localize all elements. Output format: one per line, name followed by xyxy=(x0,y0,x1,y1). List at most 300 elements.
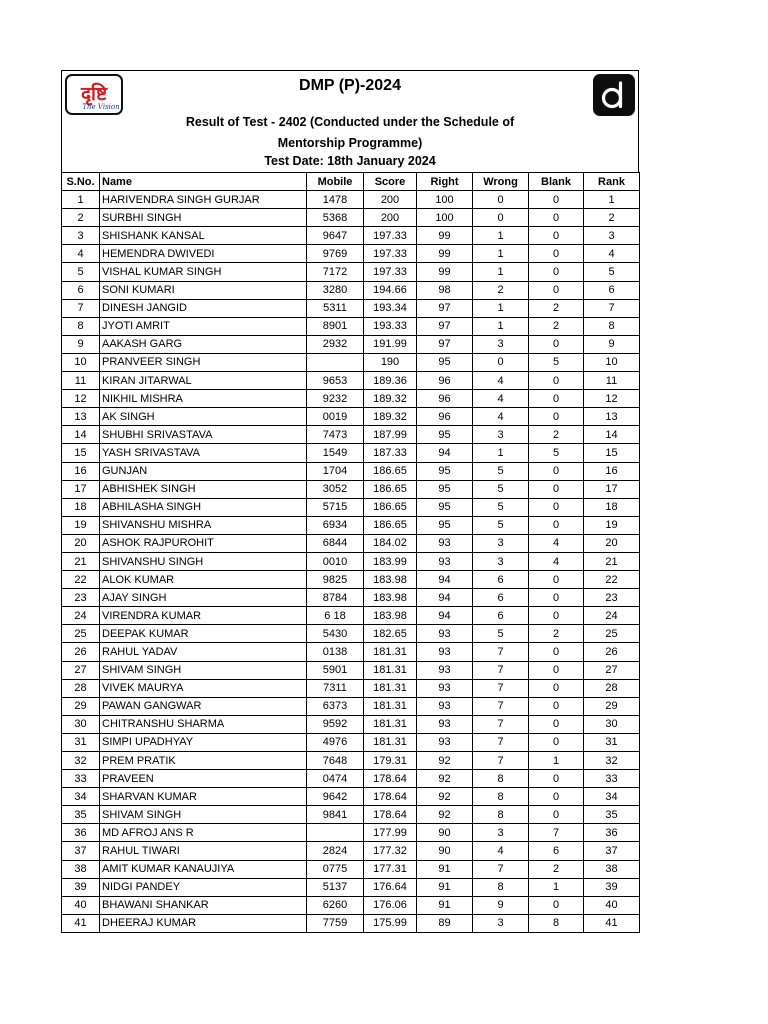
cell-right: 93 xyxy=(417,715,473,733)
cell-right: 93 xyxy=(417,733,473,751)
cell-right: 95 xyxy=(417,353,473,371)
cell-sno: 3 xyxy=(62,227,100,245)
result-sheet xyxy=(61,70,639,933)
cell-score: 181.31 xyxy=(364,679,417,697)
cell-wrong: 7 xyxy=(473,733,529,751)
table-row xyxy=(62,715,640,733)
cell-right: 93 xyxy=(417,679,473,697)
cell-wrong: 8 xyxy=(473,788,529,806)
col-header-blank: Blank xyxy=(529,173,584,191)
cell-sno: 30 xyxy=(62,715,100,733)
cell-rank: 17 xyxy=(584,480,640,498)
cell-blank: 0 xyxy=(529,571,584,589)
cell-rank: 1 xyxy=(584,191,640,209)
cell-mobile: 9653 xyxy=(307,372,364,390)
cell-rank: 18 xyxy=(584,498,640,516)
cell-wrong: 3 xyxy=(473,335,529,353)
cell-sno: 8 xyxy=(62,317,100,335)
cell-name: AK SINGH xyxy=(100,408,307,426)
table-row xyxy=(62,571,640,589)
table-row xyxy=(62,245,640,263)
cell-name: JYOTI AMRIT xyxy=(100,317,307,335)
cell-sno: 22 xyxy=(62,571,100,589)
table-row xyxy=(62,209,640,227)
cell-sno: 39 xyxy=(62,878,100,896)
cell-rank: 3 xyxy=(584,227,640,245)
cell-score: 183.98 xyxy=(364,571,417,589)
cell-mobile xyxy=(307,353,364,371)
cell-sno: 26 xyxy=(62,643,100,661)
cell-wrong: 4 xyxy=(473,390,529,408)
table-row xyxy=(62,426,640,444)
cell-score: 191.99 xyxy=(364,335,417,353)
table-row xyxy=(62,806,640,824)
cell-right: 99 xyxy=(417,263,473,281)
table-row xyxy=(62,299,640,317)
cell-sno: 40 xyxy=(62,896,100,914)
cell-score: 183.99 xyxy=(364,552,417,570)
cell-name: KIRAN JITARWAL xyxy=(100,372,307,390)
cell-rank: 28 xyxy=(584,679,640,697)
cell-rank: 38 xyxy=(584,860,640,878)
table-row xyxy=(62,625,640,643)
cell-right: 92 xyxy=(417,752,473,770)
cell-score: 200 xyxy=(364,209,417,227)
cell-mobile: 0775 xyxy=(307,860,364,878)
table-row xyxy=(62,824,640,842)
cell-name: NIDGI PANDEY xyxy=(100,878,307,896)
cell-score: 176.06 xyxy=(364,896,417,914)
cell-wrong: 3 xyxy=(473,534,529,552)
table-row xyxy=(62,263,640,281)
cell-right: 98 xyxy=(417,281,473,299)
sheet-header xyxy=(61,70,639,172)
cell-score: 189.32 xyxy=(364,408,417,426)
cell-mobile: 4976 xyxy=(307,733,364,751)
cell-wrong: 4 xyxy=(473,842,529,860)
cell-score: 184.02 xyxy=(364,534,417,552)
cell-score: 181.31 xyxy=(364,643,417,661)
cell-blank: 5 xyxy=(529,353,584,371)
cell-name: AJAY SINGH xyxy=(100,589,307,607)
cell-rank: 13 xyxy=(584,408,640,426)
cell-wrong: 5 xyxy=(473,498,529,516)
cell-mobile: 7473 xyxy=(307,426,364,444)
cell-score: 186.65 xyxy=(364,480,417,498)
cell-sno: 35 xyxy=(62,806,100,824)
cell-right: 95 xyxy=(417,480,473,498)
cell-sno: 4 xyxy=(62,245,100,263)
cell-blank: 0 xyxy=(529,390,584,408)
cell-wrong: 1 xyxy=(473,444,529,462)
cell-wrong: 3 xyxy=(473,824,529,842)
cell-mobile: 9825 xyxy=(307,571,364,589)
cell-name: HEMENDRA DWIVEDI xyxy=(100,245,307,263)
cell-mobile: 1704 xyxy=(307,462,364,480)
cell-wrong: 7 xyxy=(473,715,529,733)
cell-right: 96 xyxy=(417,390,473,408)
cell-score: 200 xyxy=(364,191,417,209)
cell-score: 189.32 xyxy=(364,390,417,408)
cell-name: RAHUL YADAV xyxy=(100,643,307,661)
cell-blank: 2 xyxy=(529,299,584,317)
cell-right: 94 xyxy=(417,607,473,625)
cell-rank: 12 xyxy=(584,390,640,408)
cell-right: 96 xyxy=(417,372,473,390)
cell-rank: 31 xyxy=(584,733,640,751)
cell-name: SHIVANSHU SINGH xyxy=(100,552,307,570)
cell-sno: 38 xyxy=(62,860,100,878)
table-row xyxy=(62,372,640,390)
cell-wrong: 3 xyxy=(473,552,529,570)
cell-right: 100 xyxy=(417,191,473,209)
cell-right: 95 xyxy=(417,516,473,534)
cell-right: 89 xyxy=(417,914,473,932)
cell-mobile: 3052 xyxy=(307,480,364,498)
cell-blank: 1 xyxy=(529,878,584,896)
cell-wrong: 5 xyxy=(473,516,529,534)
cell-rank: 41 xyxy=(584,914,640,932)
cell-blank: 0 xyxy=(529,643,584,661)
cell-score: 190 xyxy=(364,353,417,371)
cell-name: SHISHANK KANSAL xyxy=(100,227,307,245)
table-row xyxy=(62,552,640,570)
cell-name: AMIT KUMAR KANAUJIYA xyxy=(100,860,307,878)
cell-score: 181.31 xyxy=(364,697,417,715)
cell-score: 182.65 xyxy=(364,625,417,643)
cell-wrong: 4 xyxy=(473,372,529,390)
cell-score: 175.99 xyxy=(364,914,417,932)
cell-name: ABHISHEK SINGH xyxy=(100,480,307,498)
cell-name: VIVEK MAURYA xyxy=(100,679,307,697)
cell-sno: 10 xyxy=(62,353,100,371)
cell-right: 99 xyxy=(417,245,473,263)
cell-mobile: 1549 xyxy=(307,444,364,462)
cell-rank: 8 xyxy=(584,317,640,335)
cell-rank: 25 xyxy=(584,625,640,643)
cell-score: 178.64 xyxy=(364,770,417,788)
col-header-wrong: Wrong xyxy=(473,173,529,191)
cell-right: 91 xyxy=(417,878,473,896)
table-row xyxy=(62,462,640,480)
cell-blank: 2 xyxy=(529,317,584,335)
cell-blank: 0 xyxy=(529,227,584,245)
cell-score: 189.36 xyxy=(364,372,417,390)
cell-blank: 4 xyxy=(529,534,584,552)
cell-sno: 25 xyxy=(62,625,100,643)
cell-mobile: 7648 xyxy=(307,752,364,770)
cell-mobile: 7759 xyxy=(307,914,364,932)
cell-score: 186.65 xyxy=(364,462,417,480)
cell-name: SHUBHI SRIVASTAVA xyxy=(100,426,307,444)
cell-name: PRAVEEN xyxy=(100,770,307,788)
table-row xyxy=(62,390,640,408)
cell-right: 96 xyxy=(417,408,473,426)
cell-right: 93 xyxy=(417,534,473,552)
cell-score: 181.31 xyxy=(364,661,417,679)
cell-score: 186.65 xyxy=(364,498,417,516)
table-row xyxy=(62,914,640,932)
table-row xyxy=(62,480,640,498)
cell-rank: 21 xyxy=(584,552,640,570)
cell-mobile: 9647 xyxy=(307,227,364,245)
cell-name: SHARVAN KUMAR xyxy=(100,788,307,806)
table-row xyxy=(62,697,640,715)
cell-rank: 15 xyxy=(584,444,640,462)
table-row xyxy=(62,860,640,878)
cell-blank: 5 xyxy=(529,444,584,462)
cell-sno: 11 xyxy=(62,372,100,390)
cell-right: 97 xyxy=(417,299,473,317)
table-row xyxy=(62,896,640,914)
cell-rank: 32 xyxy=(584,752,640,770)
cell-rank: 16 xyxy=(584,462,640,480)
cell-right: 90 xyxy=(417,842,473,860)
cell-wrong: 6 xyxy=(473,607,529,625)
cell-blank: 2 xyxy=(529,625,584,643)
cell-blank: 0 xyxy=(529,697,584,715)
cell-name: PAWAN GANGWAR xyxy=(100,697,307,715)
cell-mobile: 6844 xyxy=(307,534,364,552)
cell-wrong: 2 xyxy=(473,281,529,299)
cell-mobile: 9232 xyxy=(307,390,364,408)
cell-right: 92 xyxy=(417,770,473,788)
cell-wrong: 1 xyxy=(473,299,529,317)
cell-right: 95 xyxy=(417,426,473,444)
cell-blank: 0 xyxy=(529,498,584,516)
table-row xyxy=(62,770,640,788)
cell-right: 91 xyxy=(417,860,473,878)
cell-score: 197.33 xyxy=(364,245,417,263)
table-row xyxy=(62,607,640,625)
cell-sno: 2 xyxy=(62,209,100,227)
cell-blank: 4 xyxy=(529,552,584,570)
cell-blank: 0 xyxy=(529,715,584,733)
cell-wrong: 7 xyxy=(473,661,529,679)
cell-right: 93 xyxy=(417,625,473,643)
cell-rank: 30 xyxy=(584,715,640,733)
cell-sno: 24 xyxy=(62,607,100,625)
cell-name: RAHUL TIWARI xyxy=(100,842,307,860)
cell-right: 94 xyxy=(417,571,473,589)
cell-sno: 32 xyxy=(62,752,100,770)
cell-score: 186.65 xyxy=(364,516,417,534)
cell-sno: 27 xyxy=(62,661,100,679)
d-letter-logo-icon xyxy=(593,74,635,116)
cell-blank: 0 xyxy=(529,281,584,299)
cell-score: 177.99 xyxy=(364,824,417,842)
cell-mobile: 5137 xyxy=(307,878,364,896)
cell-blank: 0 xyxy=(529,733,584,751)
cell-score: 193.34 xyxy=(364,299,417,317)
cell-score: 187.33 xyxy=(364,444,417,462)
cell-wrong: 1 xyxy=(473,227,529,245)
cell-score: 177.32 xyxy=(364,842,417,860)
cell-name: SHIVAM SINGH xyxy=(100,661,307,679)
table-row xyxy=(62,498,640,516)
cell-sno: 1 xyxy=(62,191,100,209)
cell-rank: 19 xyxy=(584,516,640,534)
cell-mobile: 3280 xyxy=(307,281,364,299)
cell-mobile: 7172 xyxy=(307,263,364,281)
cell-score: 181.31 xyxy=(364,733,417,751)
cell-rank: 20 xyxy=(584,534,640,552)
cell-right: 91 xyxy=(417,896,473,914)
cell-score: 181.31 xyxy=(364,715,417,733)
cell-sno: 12 xyxy=(62,390,100,408)
table-row xyxy=(62,444,640,462)
cell-sno: 19 xyxy=(62,516,100,534)
cell-name: VISHAL KUMAR SINGH xyxy=(100,263,307,281)
table-row xyxy=(62,589,640,607)
cell-name: ALOK KUMAR xyxy=(100,571,307,589)
cell-right: 97 xyxy=(417,335,473,353)
cell-mobile: 8784 xyxy=(307,589,364,607)
cell-blank: 2 xyxy=(529,860,584,878)
cell-right: 92 xyxy=(417,788,473,806)
cell-rank: 14 xyxy=(584,426,640,444)
cell-mobile: 6934 xyxy=(307,516,364,534)
drishti-logo-tagline: The Vision xyxy=(82,103,120,111)
cell-rank: 37 xyxy=(584,842,640,860)
cell-sno: 23 xyxy=(62,589,100,607)
table-row xyxy=(62,679,640,697)
table-row xyxy=(62,788,640,806)
col-header-score: Score xyxy=(364,173,417,191)
cell-name: BHAWANI SHANKAR xyxy=(100,896,307,914)
cell-mobile: 8901 xyxy=(307,317,364,335)
cell-right: 95 xyxy=(417,462,473,480)
cell-name: AAKASH GARG xyxy=(100,335,307,353)
cell-wrong: 9 xyxy=(473,896,529,914)
cell-right: 92 xyxy=(417,806,473,824)
table-row xyxy=(62,227,640,245)
table-row xyxy=(62,353,640,371)
cell-blank: 8 xyxy=(529,914,584,932)
cell-right: 94 xyxy=(417,444,473,462)
cell-blank: 0 xyxy=(529,263,584,281)
page-title: DMP (P)-2024 xyxy=(299,77,401,94)
cell-score: 178.64 xyxy=(364,806,417,824)
cell-mobile: 0138 xyxy=(307,643,364,661)
cell-sno: 7 xyxy=(62,299,100,317)
cell-wrong: 7 xyxy=(473,860,529,878)
cell-rank: 35 xyxy=(584,806,640,824)
cell-rank: 5 xyxy=(584,263,640,281)
cell-mobile xyxy=(307,824,364,842)
cell-blank: 0 xyxy=(529,372,584,390)
cell-blank: 0 xyxy=(529,770,584,788)
table-row xyxy=(62,534,640,552)
table-row xyxy=(62,335,640,353)
cell-name: SURBHI SINGH xyxy=(100,209,307,227)
cell-blank: 0 xyxy=(529,408,584,426)
cell-sno: 21 xyxy=(62,552,100,570)
cell-wrong: 5 xyxy=(473,625,529,643)
table-row xyxy=(62,408,640,426)
cell-mobile: 9769 xyxy=(307,245,364,263)
cell-name: DINESH JANGID xyxy=(100,299,307,317)
cell-mobile: 5901 xyxy=(307,661,364,679)
cell-blank: 0 xyxy=(529,589,584,607)
cell-rank: 33 xyxy=(584,770,640,788)
cell-mobile: 5311 xyxy=(307,299,364,317)
cell-blank: 0 xyxy=(529,607,584,625)
cell-wrong: 6 xyxy=(473,571,529,589)
cell-sno: 20 xyxy=(62,534,100,552)
cell-mobile: 0019 xyxy=(307,408,364,426)
cell-blank: 1 xyxy=(529,752,584,770)
table-row xyxy=(62,661,640,679)
cell-right: 93 xyxy=(417,643,473,661)
cell-sno: 31 xyxy=(62,733,100,751)
cell-mobile: 0474 xyxy=(307,770,364,788)
cell-score: 178.64 xyxy=(364,788,417,806)
cell-right: 93 xyxy=(417,697,473,715)
cell-sno: 33 xyxy=(62,770,100,788)
test-subtitle: Result of Test - 2402 (Conducted under the Schedule of Mentorship Programme) xyxy=(185,115,515,150)
table-row xyxy=(62,842,640,860)
table-row xyxy=(62,317,640,335)
cell-score: 183.98 xyxy=(364,589,417,607)
test-date: Test Date: 18th January 2024 xyxy=(264,154,436,168)
cell-rank: 24 xyxy=(584,607,640,625)
cell-rank: 36 xyxy=(584,824,640,842)
cell-mobile: 2824 xyxy=(307,842,364,860)
cell-mobile: 0010 xyxy=(307,552,364,570)
col-header-rank: Rank xyxy=(584,173,640,191)
table-row xyxy=(62,516,640,534)
cell-wrong: 0 xyxy=(473,191,529,209)
cell-blank: 0 xyxy=(529,679,584,697)
cell-mobile: 1478 xyxy=(307,191,364,209)
cell-score: 197.33 xyxy=(364,227,417,245)
cell-name: MD AFROJ ANS R xyxy=(100,824,307,842)
cell-score: 176.64 xyxy=(364,878,417,896)
cell-score: 193.33 xyxy=(364,317,417,335)
cell-right: 97 xyxy=(417,317,473,335)
cell-blank: 0 xyxy=(529,661,584,679)
cell-rank: 26 xyxy=(584,643,640,661)
cell-name: HARIVENDRA SINGH GURJAR xyxy=(100,191,307,209)
col-header-name: Name xyxy=(100,173,307,191)
cell-blank: 0 xyxy=(529,462,584,480)
drishti-logo-text: दृष्टि xyxy=(80,83,108,105)
cell-right: 99 xyxy=(417,227,473,245)
table-row xyxy=(62,643,640,661)
cell-sno: 14 xyxy=(62,426,100,444)
cell-blank: 7 xyxy=(529,824,584,842)
cell-wrong: 1 xyxy=(473,245,529,263)
col-header-mobile: Mobile xyxy=(307,173,364,191)
cell-wrong: 6 xyxy=(473,589,529,607)
cell-sno: 36 xyxy=(62,824,100,842)
cell-mobile: 6373 xyxy=(307,697,364,715)
cell-name: SHIVANSHU MISHRA xyxy=(100,516,307,534)
cell-wrong: 3 xyxy=(473,914,529,932)
cell-sno: 5 xyxy=(62,263,100,281)
cell-name: YASH SRIVASTAVA xyxy=(100,444,307,462)
cell-right: 93 xyxy=(417,552,473,570)
cell-rank: 4 xyxy=(584,245,640,263)
cell-blank: 0 xyxy=(529,896,584,914)
cell-sno: 16 xyxy=(62,462,100,480)
col-header-right: Right xyxy=(417,173,473,191)
cell-wrong: 1 xyxy=(473,263,529,281)
cell-name: ABHILASHA SINGH xyxy=(100,498,307,516)
cell-wrong: 7 xyxy=(473,643,529,661)
table-row xyxy=(62,281,640,299)
